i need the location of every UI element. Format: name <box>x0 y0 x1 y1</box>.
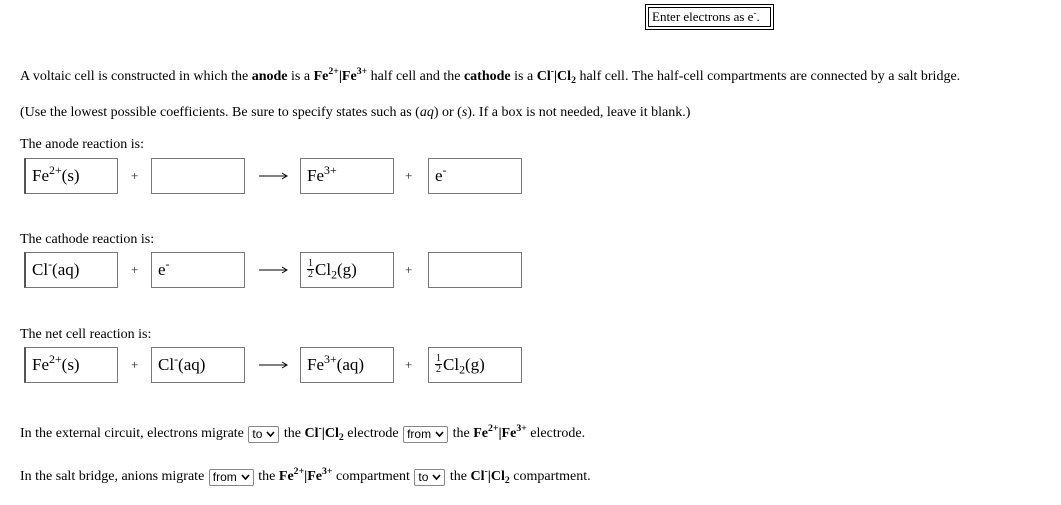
anode-reactant-1[interactable]: $Fe^{2+}(s)$ <box>24 158 118 194</box>
reaction-arrow-icon <box>259 171 289 181</box>
electron-hint-text: Enter electrons as e-. <box>648 7 771 27</box>
electron-hint-box <box>645 4 774 30</box>
reaction-arrow-icon <box>259 265 289 275</box>
salt-bridge-sentence: In the salt bridge, anions migrate from the $Fe^{2+}|Fe^{3+}$ compartment to the $Cl^-|Cl_2$ compartment. <box>20 466 591 486</box>
problem-statement: A voltaic cell is constructed in which the anode is a $Fe^{2+}|Fe^{3+}$ half cell and the cathode is a $Cl^-|Cl_2$ half cell. The half-cell compartments are connected by a salt bridge. <box>20 66 961 86</box>
cathode-reactant-2[interactable]: e- <box>151 252 245 288</box>
cathode-product-1[interactable]: $\frac{1}{2}$ $Cl_2(g)$ <box>300 252 394 288</box>
bridge-direction-select-2[interactable]: to <box>414 469 445 486</box>
plus-sign: + <box>405 357 413 372</box>
cathode-label: The cathode reaction is: <box>20 232 155 247</box>
plus-sign: + <box>405 168 413 183</box>
net-product-2[interactable]: $\frac{1}{2}$ $Cl_2(g)$ <box>428 347 522 383</box>
cathode-product-2[interactable] <box>428 252 522 288</box>
chevron-down-icon <box>266 428 275 440</box>
bridge-direction-select-1[interactable]: from <box>209 469 254 486</box>
anode-product-2[interactable]: e- <box>428 158 522 194</box>
plus-sign: + <box>131 357 139 372</box>
cathode-reactant-1[interactable]: Cl-(aq) <box>24 252 118 288</box>
anode-reactant-2[interactable] <box>151 158 245 194</box>
coefficient-fraction: $\frac{1}{2}$ <box>436 352 441 375</box>
instructions: (Use the lowest possible coefficients. Be sure to specify states such as (aq) or (s). If a box is not needed, leave it blank.) <box>20 105 691 120</box>
chevron-down-icon <box>435 428 444 440</box>
reaction-arrow-icon <box>259 360 289 370</box>
external-circuit-sentence: In the external circuit, electrons migrate to the $Cl^-|Cl_2$ electrode from the $Fe^{2+}|Fe^{3+}$ electrode. <box>20 423 586 443</box>
chevron-down-icon <box>432 471 441 483</box>
plus-sign: + <box>405 262 413 277</box>
net-reactant-1[interactable]: $Fe^{2+}(s)$ <box>24 347 118 383</box>
chevron-down-icon <box>241 471 250 483</box>
plus-sign: + <box>131 262 139 277</box>
coefficient-fraction: $\frac{1}{2}$ <box>308 257 313 280</box>
net-reactant-2[interactable]: Cl-(aq) <box>151 347 245 383</box>
circuit-direction-select-1[interactable]: to <box>248 426 279 443</box>
anode-product-1[interactable]: $Fe^{3+}$ <box>300 158 394 194</box>
net-product-1[interactable]: $Fe^{3+}(aq)$ <box>300 347 394 383</box>
circuit-direction-select-2[interactable]: from <box>403 426 448 443</box>
anode-label: The anode reaction is: <box>20 137 145 152</box>
plus-sign: + <box>131 168 139 183</box>
net-label: The net cell reaction is: <box>20 327 152 342</box>
